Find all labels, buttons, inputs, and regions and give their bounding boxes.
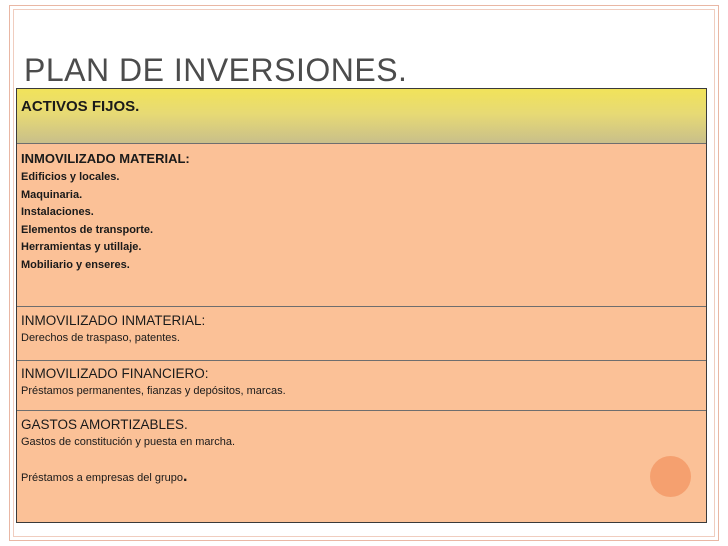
table-row-financiero xyxy=(17,361,706,411)
table-row-inmaterial xyxy=(17,307,706,361)
material-heading: INMOVILIZADO MATERIAL: xyxy=(21,151,190,166)
list-item: Maquinaria. xyxy=(21,188,83,201)
decorative-circle xyxy=(650,456,691,497)
gastos-description: Gastos de constitución y puesta en marcha. xyxy=(21,436,236,448)
list-item: Instalaciones. xyxy=(21,206,94,218)
financiero-heading: INMOVILIZADO FINANCIERO: xyxy=(21,366,209,381)
financiero-description: Préstamos permanentes, fianzas y depósitos, marcas. xyxy=(21,385,286,397)
gastos-description-2 xyxy=(21,468,706,486)
table-header-label: ACTIVOS FIJOS. xyxy=(21,98,140,115)
table-row-gastos xyxy=(17,411,706,524)
list-item: Edificios y locales. xyxy=(21,171,120,183)
inmaterial-heading: INMOVILIZADO INMATERIAL: xyxy=(21,313,206,328)
list-item: Mobiliario y enseres. xyxy=(21,258,130,271)
slide-title: PLAN DE INVERSIONES. xyxy=(24,52,408,88)
inmaterial-description: Derechos de traspaso, patentes. xyxy=(21,332,180,344)
list-item: Elementos de transporte. xyxy=(21,223,154,236)
gastos-description-2-text: Préstamos a empresas del grupo xyxy=(21,472,184,484)
gastos-description-2-period: . xyxy=(183,468,188,485)
table-header-row xyxy=(17,89,706,144)
gastos-heading: GASTOS AMORTIZABLES. xyxy=(21,417,188,432)
table-row-material xyxy=(17,144,706,307)
list-item: Herramientas y utillaje. xyxy=(21,241,142,253)
investment-table xyxy=(16,88,707,523)
